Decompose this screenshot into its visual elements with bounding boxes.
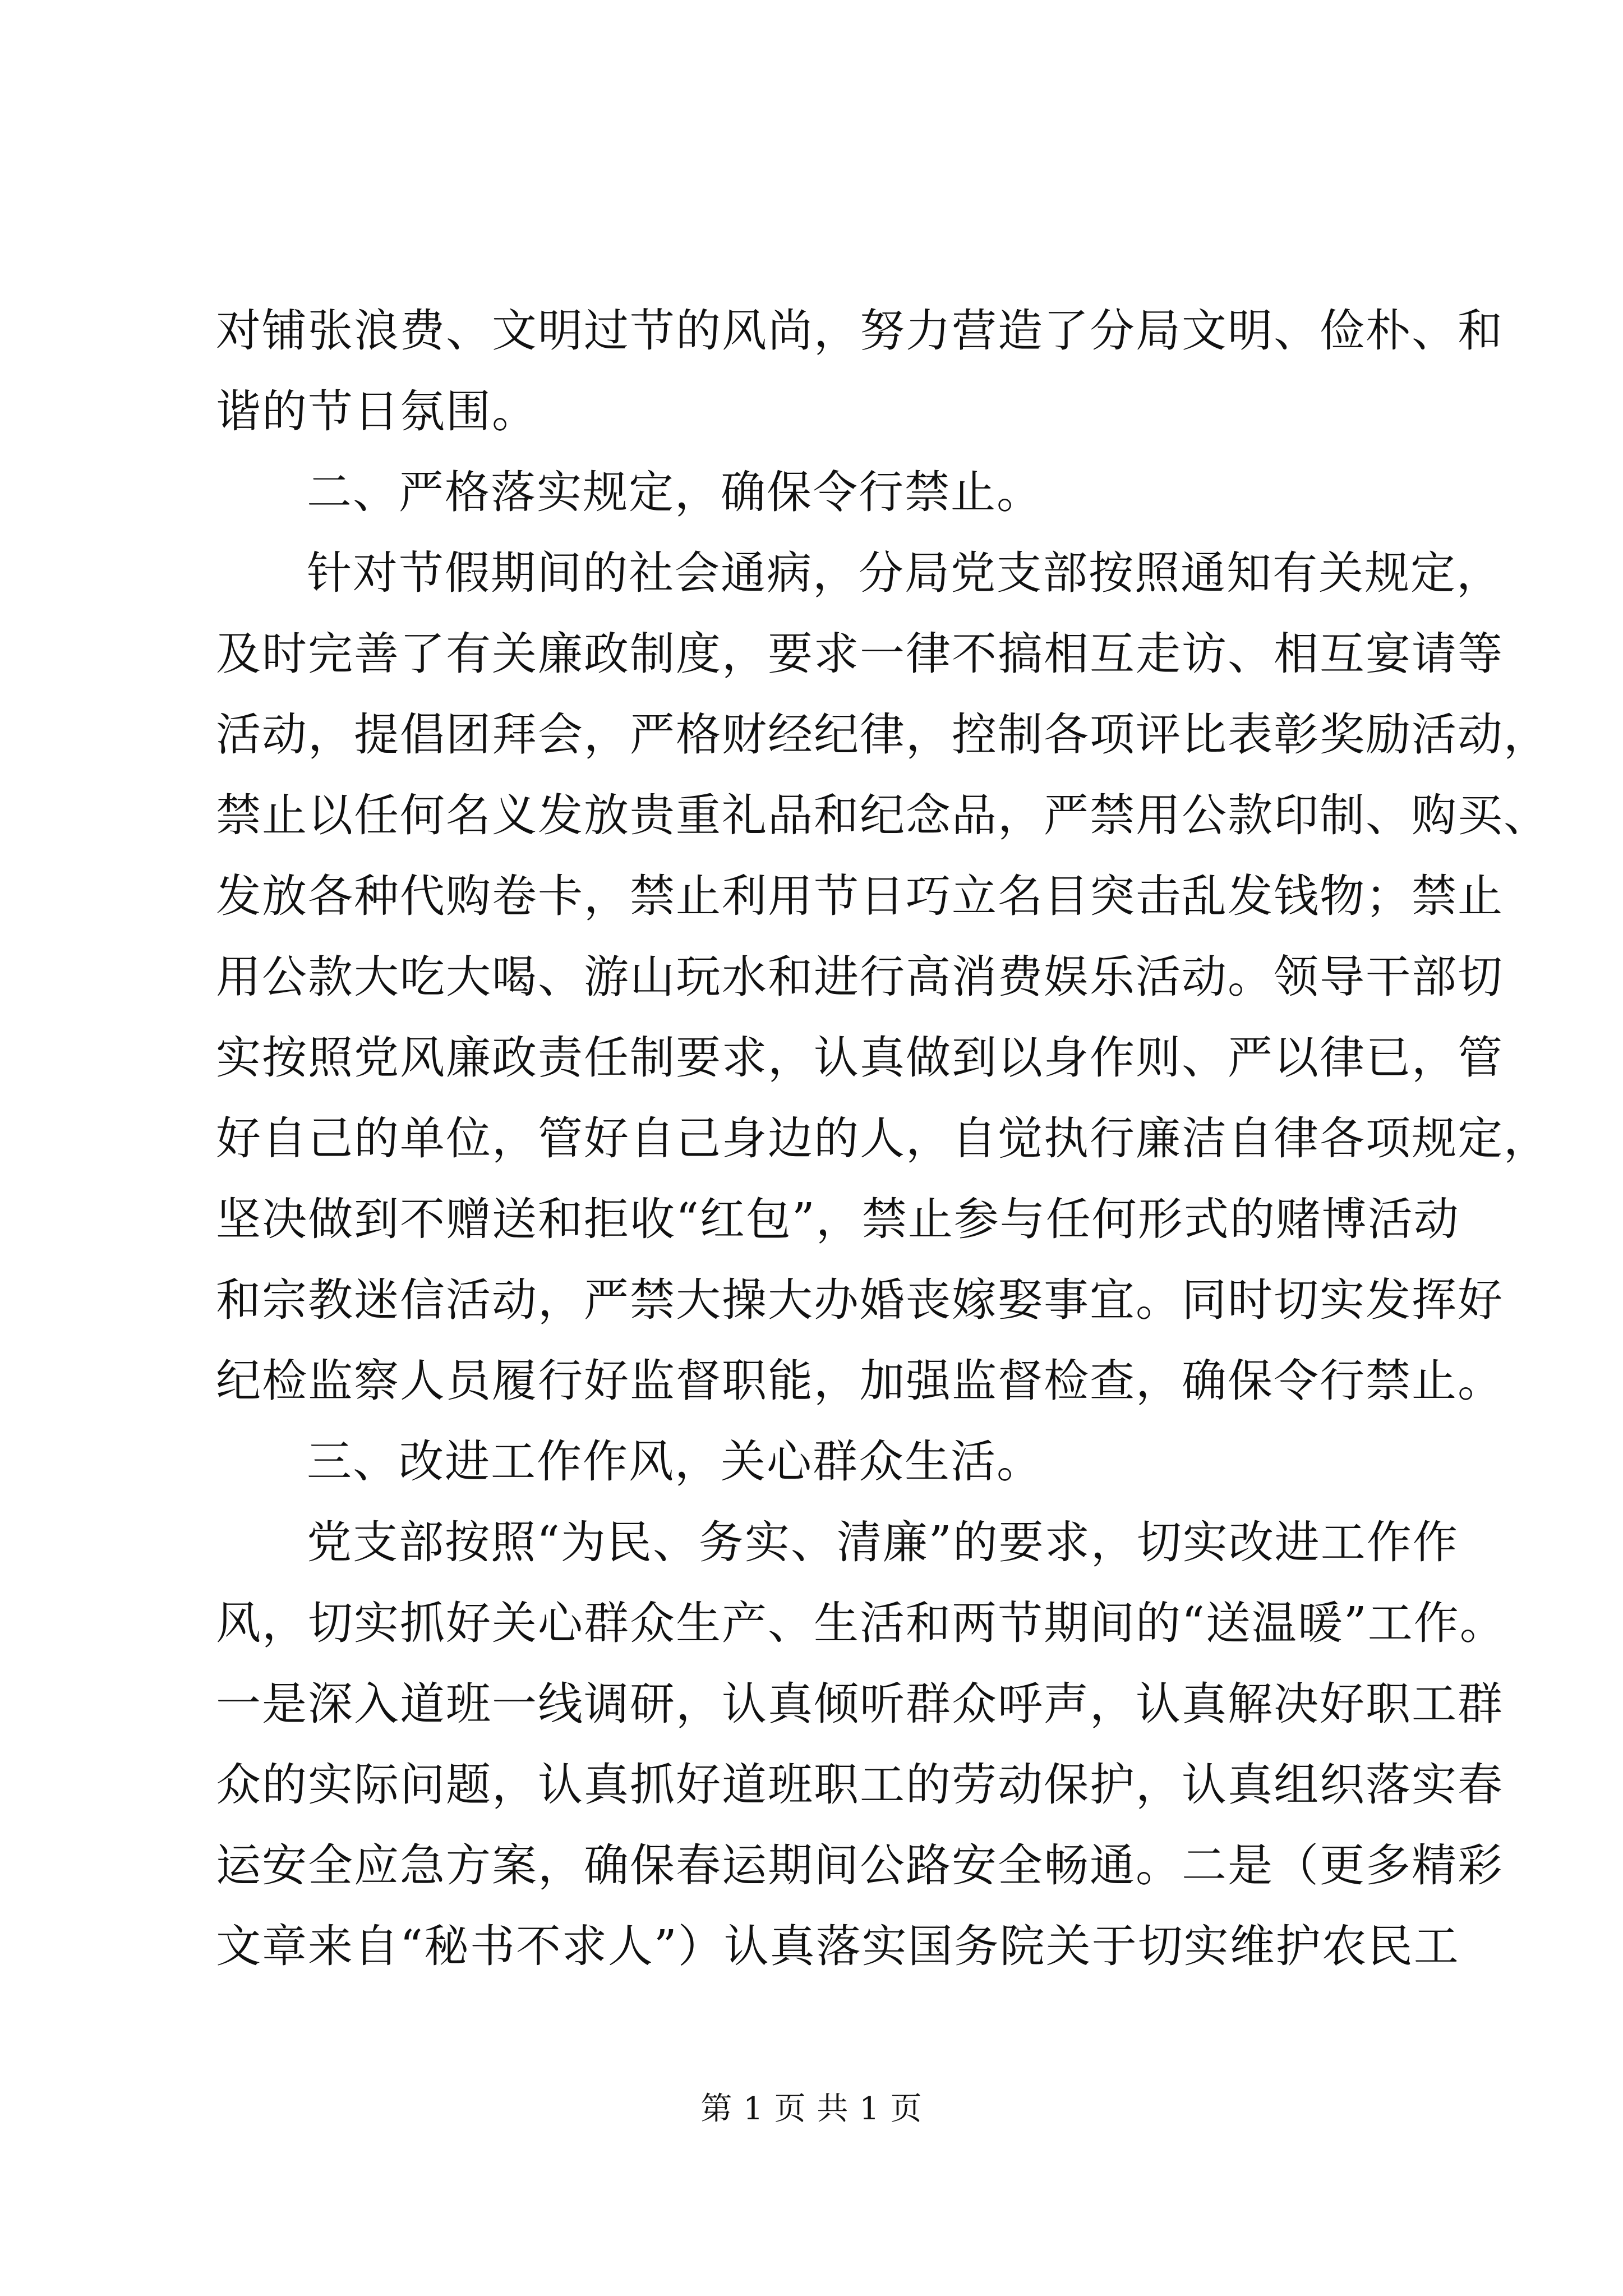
page-footer: 第 1 页 共 1 页	[700, 2091, 923, 2127]
text-line: 党支部按照“为民、务实、清廉”的要求，切实改进工作作	[307, 1516, 1459, 1568]
text-line: 风，切实抓好关心群众生产、生活和两节期间的“送温暖”工作。	[216, 1597, 1506, 1649]
text-line: 针对节假期间的社会通病，分局党支部按照通知有关规定，	[307, 547, 1502, 599]
text-line: 三、改进工作作风，关心群众生活。	[307, 1435, 1043, 1488]
text-line: 用公款大吃大喝、游山玩水和进行高消费娱乐活动。领导干部切	[216, 951, 1504, 1003]
text-line: 一是深入道班一线调研，认真倾听群众呼声，认真解决好职工群	[216, 1678, 1504, 1730]
text-line: 文章来自“秘书不求人”）认真落实国务院关于切实维护农民工	[216, 1920, 1460, 1972]
text-line: 纪检监察人员履行好监督职能，加强监督检查，确保令行禁止。	[216, 1355, 1504, 1407]
text-line: 及时完善了有关廉政制度，要求一律不搞相互走访、相互宴请等	[216, 628, 1504, 680]
text-line: 二、严格落实规定，确保令行禁止。	[307, 466, 1043, 518]
text-line: 对铺张浪费、文明过节的风尚，努力营造了分局文明、俭朴、和	[216, 305, 1504, 357]
text-line: 谐的节日氛围。	[216, 385, 538, 438]
text-line: 活动，提倡团拜会，严格财经纪律，控制各项评比表彰奖励活动，	[216, 708, 1550, 761]
text-line: 发放各种代购卷卡，禁止利用节日巧立名目突击乱发钱物；禁止	[216, 870, 1504, 922]
text-line: 好自己的单位，管好自己身边的人，自觉执行廉洁自律各项规定，	[216, 1112, 1550, 1165]
text-line: 坚决做到不赠送和拒收“红包”，禁止参与任何形式的赌博活动	[216, 1193, 1460, 1245]
text-line: 和宗教迷信活动，严禁大操大办婚丧嫁娶事宜。同时切实发挥好	[216, 1274, 1504, 1326]
text-line: 众的实际问题，认真抓好道班职工的劳动保护，认真组织落实春	[216, 1759, 1504, 1811]
text-line: 禁止以任何名义发放贵重礼品和纪念品，严禁用公款印制、购买、	[216, 789, 1550, 841]
text-line: 运安全应急方案，确保春运期间公路安全畅通。二是（更多精彩	[216, 1839, 1504, 1892]
text-line: 实按照党风廉政责任制要求，认真做到以身作则、严以律已，管	[216, 1032, 1504, 1084]
document-body	[216, 291, 1550, 1987]
